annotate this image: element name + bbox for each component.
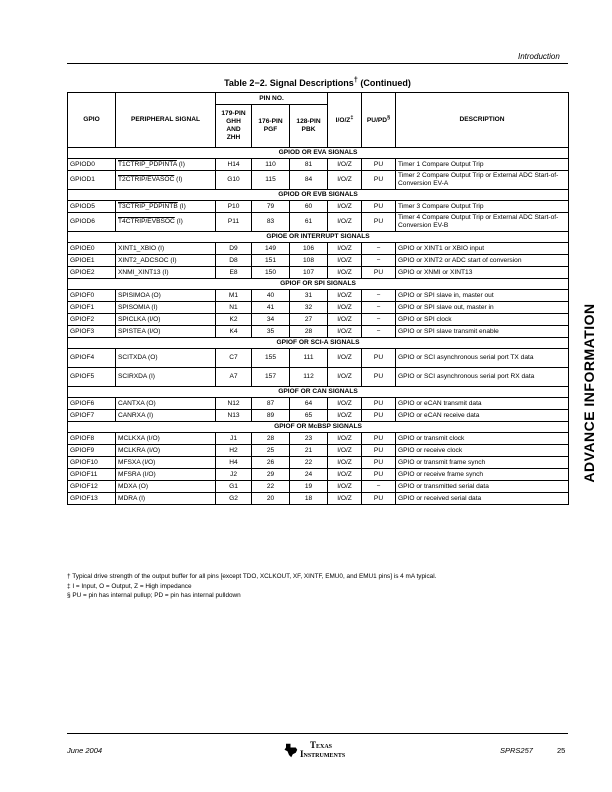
cell-signal: T2CTRIP/EVASOC (I) [116, 171, 216, 190]
col-gpio: GPIO [68, 93, 116, 148]
cell-pin176: 20 [252, 493, 290, 505]
cell-description: GPIO or SPI slave transmit enable [396, 326, 569, 338]
group-header-row [68, 148, 569, 159]
group-title: GPIOD OR EVA SIGNALS [68, 148, 569, 159]
cell-gpio: GPIOF10 [68, 457, 116, 469]
cell-pin179: H14 [216, 159, 252, 171]
group-header-row [68, 232, 569, 243]
cell-ioz: I/O/Z [328, 201, 362, 213]
cell-pin176: 155 [252, 349, 290, 368]
cell-pin128: 84 [290, 171, 328, 190]
cell-pin128: 61 [290, 213, 328, 232]
logo-text-instruments: Instruments [300, 749, 346, 759]
group-header-row [68, 279, 569, 290]
col-pin179: 179-PIN GHH AND ZHH [216, 105, 252, 148]
cell-gpio: GPIOF5 [68, 368, 116, 387]
cell-pin179: P11 [216, 213, 252, 232]
cell-gpio: GPIOD5 [68, 201, 116, 213]
cell-signal: SPICLKA (I/O) [116, 314, 216, 326]
cell-pin176: 89 [252, 410, 290, 422]
cell-ioz: I/O/Z [328, 433, 362, 445]
cell-pin176: 150 [252, 267, 290, 279]
group-title: GPIOF OR SCI-A SIGNALS [68, 338, 569, 349]
cell-pin176: 40 [252, 290, 290, 302]
section-header: Introduction [518, 52, 560, 61]
cell-pupd: − [362, 314, 396, 326]
cell-pin128: 31 [290, 290, 328, 302]
table-title-mark: † [353, 75, 358, 84]
table-title-text: Table 2−2. Signal Descriptions [224, 78, 354, 88]
cell-signal: XINT2_ADCSOC (I) [116, 255, 216, 267]
cell-pin128: 106 [290, 243, 328, 255]
cell-pin176: 157 [252, 368, 290, 387]
cell-description: GPIO or eCAN receive data [396, 410, 569, 422]
footnote-section: § PU = pin has internal pullup; PD = pin has internal pulldown [67, 592, 241, 599]
group-title: GPIOF OR McBSP SIGNALS [68, 422, 569, 433]
cell-description: Timer 4 Compare Output Trip or External ADC Start-of-Conversion EV-B [396, 213, 569, 232]
cell-gpio: GPIOF7 [68, 410, 116, 422]
group-title: GPIOD OR EVB SIGNALS [68, 190, 569, 201]
cell-description: GPIO or XINT2 or ADC start of conversion [396, 255, 569, 267]
cell-pin128: 60 [290, 201, 328, 213]
cell-gpio: GPIOD6 [68, 213, 116, 232]
cell-pupd: PU [362, 493, 396, 505]
cell-description: GPIO or eCAN transmit data [396, 398, 569, 410]
cell-gpio: GPIOE2 [68, 267, 116, 279]
cell-ioz: I/O/Z [328, 368, 362, 387]
group-header-row [68, 190, 569, 201]
cell-gpio: GPIOF8 [68, 433, 116, 445]
cell-pin179: N12 [216, 398, 252, 410]
table-row [68, 433, 569, 445]
table-body [68, 148, 569, 505]
cell-pin128: 64 [290, 398, 328, 410]
cell-pupd: PU [362, 445, 396, 457]
cell-pin128: 32 [290, 302, 328, 314]
table-title-suffix: (Continued) [357, 78, 411, 88]
cell-pupd: PU [362, 201, 396, 213]
cell-pin128: 65 [290, 410, 328, 422]
cell-gpio: GPIOE0 [68, 243, 116, 255]
cell-ioz: I/O/Z [328, 171, 362, 190]
cell-pin128: 23 [290, 433, 328, 445]
cell-signal: SCITXDA (O) [116, 349, 216, 368]
table-row [68, 445, 569, 457]
cell-pin179: H4 [216, 457, 252, 469]
col-pupd: PU/PD§ [362, 93, 396, 148]
logo-text-texas: Texas [310, 740, 333, 750]
cell-pupd: PU [362, 398, 396, 410]
cell-description: GPIO or SCI asynchronous serial port TX data [396, 349, 569, 368]
cell-pin176: 34 [252, 314, 290, 326]
table-row [68, 314, 569, 326]
cell-pupd: − [362, 243, 396, 255]
cell-pin128: 19 [290, 481, 328, 493]
cell-pin179: G2 [216, 493, 252, 505]
cell-description: GPIO or receive frame synch [396, 469, 569, 481]
cell-pin179: E8 [216, 267, 252, 279]
cell-gpio: GPIOD0 [68, 159, 116, 171]
col-pin128: 128-PIN PBK [290, 105, 328, 148]
cell-signal: MCLKXA (I/O) [116, 433, 216, 445]
table-row [68, 159, 569, 171]
cell-pin128: 107 [290, 267, 328, 279]
cell-description: GPIO or XINT1 or XBIO input [396, 243, 569, 255]
cell-pin179: J2 [216, 469, 252, 481]
cell-pin179: M1 [216, 290, 252, 302]
cell-description: Timer 3 Compare Output Trip [396, 201, 569, 213]
cell-pupd: PU [362, 349, 396, 368]
cell-signal: SPISOMIA (I) [116, 302, 216, 314]
cell-description: GPIO or SPI slave in, master out [396, 290, 569, 302]
cell-pin179: D9 [216, 243, 252, 255]
cell-pupd: − [362, 255, 396, 267]
cell-signal: SPISTEA (I/O) [116, 326, 216, 338]
footer-rule [67, 733, 568, 734]
table-row [68, 398, 569, 410]
cell-pupd: PU [362, 469, 396, 481]
table-title [67, 75, 568, 88]
cell-pupd: PU [362, 368, 396, 387]
side-banner-text: ADVANCE INFORMATION [581, 303, 597, 483]
cell-description: GPIO or SPI slave out, master in [396, 302, 569, 314]
cell-signal: MDRA (I) [116, 493, 216, 505]
cell-pin176: 149 [252, 243, 290, 255]
cell-description: GPIO or transmitted serial data [396, 481, 569, 493]
cell-signal: MCLKRA (I/O) [116, 445, 216, 457]
table-row [68, 171, 569, 190]
cell-ioz: I/O/Z [328, 349, 362, 368]
col-pin176: 176-PIN PGF [252, 105, 290, 148]
cell-pin179: G1 [216, 481, 252, 493]
cell-ioz: I/O/Z [328, 481, 362, 493]
cell-pin128: 22 [290, 457, 328, 469]
cell-pin179: N1 [216, 302, 252, 314]
cell-ioz: I/O/Z [328, 243, 362, 255]
cell-gpio: GPIOF3 [68, 326, 116, 338]
signal-table [67, 92, 569, 505]
cell-description: GPIO or transmit frame synch [396, 457, 569, 469]
cell-signal: CANRXA (I) [116, 410, 216, 422]
cell-description: Timer 1 Compare Output Trip [396, 159, 569, 171]
table-row [68, 493, 569, 505]
cell-pupd: − [362, 290, 396, 302]
cell-gpio: GPIOF11 [68, 469, 116, 481]
table-row [68, 302, 569, 314]
cell-pupd: − [362, 481, 396, 493]
col-ioz: I/O/Z‡ [328, 93, 362, 148]
cell-gpio: GPIOF4 [68, 349, 116, 368]
table-row [68, 213, 569, 232]
cell-description: GPIO or SCI asynchronous serial port RX data [396, 368, 569, 387]
cell-signal: CANTXA (O) [116, 398, 216, 410]
cell-pupd: − [362, 326, 396, 338]
header-row [68, 93, 569, 105]
cell-ioz: I/O/Z [328, 302, 362, 314]
cell-pupd: PU [362, 171, 396, 190]
cell-pupd: PU [362, 213, 396, 232]
footer-page-number: 25 [557, 746, 566, 755]
table-row [68, 290, 569, 302]
cell-pin179: P10 [216, 201, 252, 213]
cell-pin128: 24 [290, 469, 328, 481]
table-row [68, 368, 569, 387]
header-rule [67, 63, 568, 64]
cell-pupd: PU [362, 457, 396, 469]
group-header-row [68, 422, 569, 433]
cell-pin179: G10 [216, 171, 252, 190]
footnotes [67, 572, 436, 601]
cell-pin176: 28 [252, 433, 290, 445]
cell-gpio: GPIOF12 [68, 481, 116, 493]
cell-description: GPIO or received serial data [396, 493, 569, 505]
cell-ioz: I/O/Z [328, 314, 362, 326]
cell-pupd: PU [362, 267, 396, 279]
cell-ioz: I/O/Z [328, 457, 362, 469]
cell-pupd: − [362, 302, 396, 314]
cell-gpio: GPIOF2 [68, 314, 116, 326]
cell-pin176: 110 [252, 159, 290, 171]
cell-ioz: I/O/Z [328, 213, 362, 232]
cell-pin128: 81 [290, 159, 328, 171]
cell-pin179: H2 [216, 445, 252, 457]
group-header-row [68, 387, 569, 398]
cell-pin179: D8 [216, 255, 252, 267]
cell-pin176: 151 [252, 255, 290, 267]
group-header-row [68, 338, 569, 349]
cell-signal: XINT1_XBIO (I) [116, 243, 216, 255]
table-row [68, 349, 569, 368]
cell-ioz: I/O/Z [328, 410, 362, 422]
cell-ioz: I/O/Z [328, 159, 362, 171]
cell-signal: MFSXA (I/O) [116, 457, 216, 469]
group-title: GPIOF OR SPI SIGNALS [68, 279, 569, 290]
cell-pupd: PU [362, 410, 396, 422]
cell-signal: MFSRA (I/O) [116, 469, 216, 481]
cell-ioz: I/O/Z [328, 469, 362, 481]
cell-signal: SCIRXDA (I) [116, 368, 216, 387]
cell-description: Timer 2 Compare Output Trip or External ADC Start-of-Conversion EV-A [396, 171, 569, 190]
cell-pin179: A7 [216, 368, 252, 387]
cell-pin128: 108 [290, 255, 328, 267]
cell-pin176: 87 [252, 398, 290, 410]
cell-ioz: I/O/Z [328, 267, 362, 279]
footnote-double-dagger: ‡ I = Input, O = Output, Z = High impedance [67, 582, 192, 590]
cell-pin179: J1 [216, 433, 252, 445]
cell-gpio: GPIOF0 [68, 290, 116, 302]
side-banner [580, 282, 598, 504]
cell-gpio: GPIOE1 [68, 255, 116, 267]
cell-pin179: K2 [216, 314, 252, 326]
cell-description: GPIO or receive clock [396, 445, 569, 457]
table-row [68, 481, 569, 493]
cell-pin128: 28 [290, 326, 328, 338]
cell-pin176: 26 [252, 457, 290, 469]
cell-ioz: I/O/Z [328, 255, 362, 267]
cell-pin176: 22 [252, 481, 290, 493]
cell-signal: T3CTRIP_PDPINTB (I) [116, 201, 216, 213]
table-row [68, 457, 569, 469]
table-row [68, 255, 569, 267]
cell-pupd: PU [362, 159, 396, 171]
cell-pin176: 29 [252, 469, 290, 481]
cell-ioz: I/O/Z [328, 326, 362, 338]
ti-logo [283, 741, 345, 759]
footer-doc-number: SPRS257 [500, 746, 533, 755]
footnote-dagger: † Typical drive strength of the output buffer for all pins [except TDO, XCLKOUT, XF, XINTF, EMU0, and EMU1 pins] is 4 mA typical. [67, 573, 437, 580]
cell-pin128: 21 [290, 445, 328, 457]
cell-pin176: 41 [252, 302, 290, 314]
cell-pin128: 27 [290, 314, 328, 326]
cell-ioz: I/O/Z [328, 398, 362, 410]
cell-signal: XNMI_XINT13 (I) [116, 267, 216, 279]
cell-pin176: 83 [252, 213, 290, 232]
cell-ioz: I/O/Z [328, 445, 362, 457]
group-title: GPIOE OR INTERRUPT SIGNALS [68, 232, 569, 243]
cell-gpio: GPIOF1 [68, 302, 116, 314]
table-row [68, 469, 569, 481]
table-row [68, 326, 569, 338]
cell-pin128: 18 [290, 493, 328, 505]
footer-date: June 2004 [67, 746, 103, 755]
cell-pin176: 115 [252, 171, 290, 190]
table-row [68, 410, 569, 422]
cell-pin176: 79 [252, 201, 290, 213]
texas-state-icon [283, 743, 298, 758]
cell-pin176: 25 [252, 445, 290, 457]
table-row [68, 201, 569, 213]
table-row [68, 243, 569, 255]
cell-description: GPIO or XNMI or XINT13 [396, 267, 569, 279]
cell-pupd: PU [362, 433, 396, 445]
group-title: GPIOF OR CAN SIGNALS [68, 387, 569, 398]
cell-ioz: I/O/Z [328, 290, 362, 302]
cell-signal: MDXA (O) [116, 481, 216, 493]
cell-description: GPIO or transmit clock [396, 433, 569, 445]
cell-signal: SPISIMOA (O) [116, 290, 216, 302]
col-peripheral: PERIPHERAL SIGNAL [116, 93, 216, 148]
cell-pin176: 35 [252, 326, 290, 338]
cell-pin179: C7 [216, 349, 252, 368]
table-row [68, 267, 569, 279]
cell-gpio: GPIOF9 [68, 445, 116, 457]
cell-pin179: N13 [216, 410, 252, 422]
cell-pin128: 111 [290, 349, 328, 368]
cell-pin128: 112 [290, 368, 328, 387]
cell-signal: T4CTRIP/EVBSOC (I) [116, 213, 216, 232]
cell-gpio: GPIOD1 [68, 171, 116, 190]
cell-gpio: GPIOF13 [68, 493, 116, 505]
cell-ioz: I/O/Z [328, 493, 362, 505]
col-pin-no: PIN NO. [216, 93, 328, 105]
cell-gpio: GPIOF6 [68, 398, 116, 410]
cell-signal: T1CTRIP_PDPINTA (I) [116, 159, 216, 171]
cell-pin179: K4 [216, 326, 252, 338]
col-description: DESCRIPTION [396, 93, 569, 148]
cell-description: GPIO or SPI clock [396, 314, 569, 326]
